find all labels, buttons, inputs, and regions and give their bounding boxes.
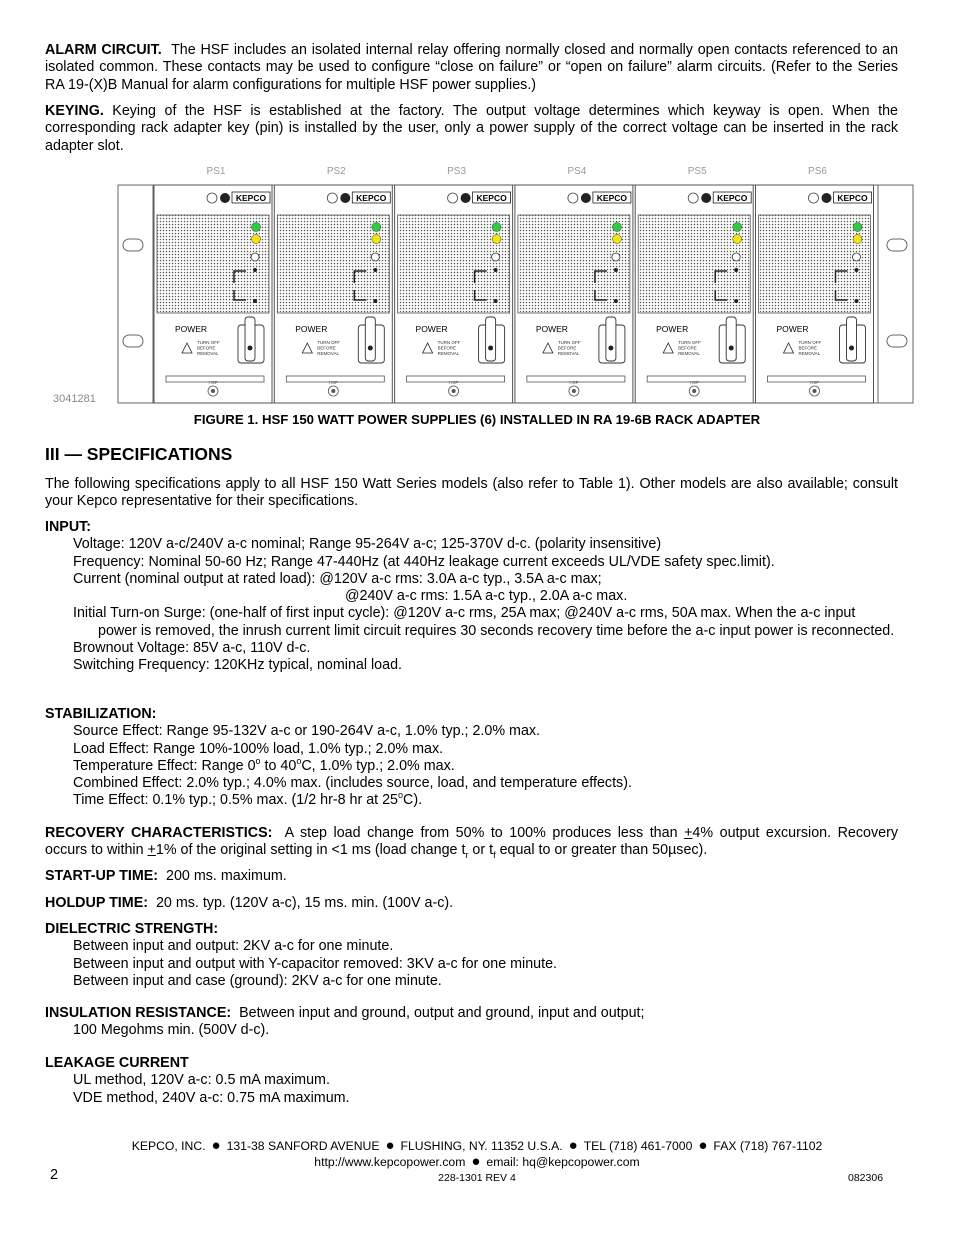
insulation-text: Between input and ground, output and ground, input and output; xyxy=(239,1005,645,1021)
dielectric-label: DIELECTRIC STRENGTH: xyxy=(45,921,219,937)
mounting-screw-center xyxy=(572,389,576,393)
stab-load: Load Effect: Range 10%-100% load, 1.0% typ.; 2.0% max. xyxy=(73,740,444,757)
keying-text: Keying of the HSF is established at the factory. The output voltage determines which keyway is open. When the corresponding rack adapter key (pin) is installed by the user, only a power supply of the correct voltage can be inserted in the rack adapter slot. xyxy=(45,103,898,154)
terminal-dot xyxy=(253,268,257,272)
model-label: HSF xyxy=(810,380,819,385)
status-led-yellow xyxy=(612,235,621,244)
status-led-green xyxy=(492,223,501,232)
power-supply-module xyxy=(515,166,633,403)
power-label: POWER xyxy=(535,324,568,334)
brand-logo: KEPCO xyxy=(476,193,507,203)
recovery-label: RECOVERY CHARACTERISTICS: xyxy=(45,825,273,841)
keying-paragraph xyxy=(45,103,898,155)
terminal-dot xyxy=(855,299,859,303)
terminal-dot xyxy=(734,299,738,303)
power-label: POWER xyxy=(295,324,328,334)
figure-caption: FIGURE 1. HSF 150 WATT POWER SUPPLIES (6) INSTALLED IN RA 19-6B RACK ADAPTER xyxy=(193,412,761,427)
date-code: 082306 xyxy=(848,1172,884,1184)
status-led-green xyxy=(853,223,862,232)
leakage-label: LEAKAGE CURRENT xyxy=(45,1055,189,1071)
keying-label: KEYING. xyxy=(45,103,104,119)
recovery-paragraph: RECOVERY CHARACTERISTICS: A step load change from 50% to 100% produces less than +4% output excursion. Recovery occurs to within +1% of the original setting in <1 ms (load change $t_r$ or $t_f$ equal to or greater than 50µsec). xyxy=(45,825,898,861)
stabilization-section xyxy=(45,706,898,810)
voltage-adjust-icon xyxy=(371,253,379,261)
ce-icon xyxy=(701,193,711,203)
rack-right-slot-bottom xyxy=(887,335,907,347)
model-label: HSF xyxy=(449,380,459,385)
ce-icon xyxy=(461,193,471,203)
warning-text: BEFORE xyxy=(678,345,697,351)
section-title: III — SPECIFICATIONS xyxy=(45,444,233,464)
status-led-green xyxy=(252,223,261,232)
stab-time: Time Effect: 0.1% typ.; 0.5% max. (1/2 hr-8 hr at 25$^o$C). xyxy=(73,790,423,809)
brand-logo: KEPCO xyxy=(837,193,868,203)
footer-city: FLUSHING, NY. 11352 U.S.A. xyxy=(400,1139,563,1153)
mounting-screw-center xyxy=(452,389,456,393)
stab-temperature: Temperature Effect: Range 0$^o$ to 40$^o$C, 1.0% typ.; 2.0% max. xyxy=(73,756,455,774)
ps-label: PS1 xyxy=(206,166,226,177)
leakage-line: VDE method, 240V a-c: 0.75 mA maximum. xyxy=(73,1089,350,1106)
status-led-yellow xyxy=(492,235,501,244)
footer-address-line: KEPCO, INC. ● 131-38 SANFORD AVENUE ● FLUSHING, NY. 11352 U.S.A. ● TEL (718) 461-7000 ● FAX (718) 767-1102 xyxy=(131,1137,823,1154)
terminal-dot xyxy=(373,268,377,272)
insulation-text-2: 100 Megohms min. (500V d-c). xyxy=(73,1022,270,1039)
power-switch-lever xyxy=(365,317,375,361)
power-supply-module xyxy=(395,166,513,403)
power-supply-module xyxy=(635,166,753,403)
input-label: INPUT: xyxy=(45,519,92,535)
terminal-dot xyxy=(494,268,498,272)
warning-text: TURN OFF xyxy=(437,340,461,345)
stab-combined: Combined Effect: 2.0% typ.; 4.0% max. (includes source, load, and temperature effects). xyxy=(73,775,632,792)
voltage-adjust-icon xyxy=(732,253,740,261)
power-switch-lever xyxy=(606,317,616,361)
rack-left-ear xyxy=(118,185,153,403)
warning-text: TURN OFF xyxy=(678,340,701,345)
rack-left-slot-bottom xyxy=(123,335,143,347)
stabilization-label: STABILIZATION: xyxy=(45,706,157,722)
voltage-adjust-icon xyxy=(612,253,620,261)
footer-web-link[interactable]: http://www.kepcopower.com xyxy=(314,1155,466,1169)
warning-text: TURN OFF xyxy=(317,340,341,345)
model-label: HSF xyxy=(208,380,218,385)
power-switch-dot xyxy=(849,346,854,351)
startup-text: 200 ms. maximum. xyxy=(166,868,287,884)
warning-text: BEFORE xyxy=(798,345,818,351)
leakage-section xyxy=(45,1055,898,1107)
model-label: HSF xyxy=(328,380,338,385)
ps-label: PS6 xyxy=(808,166,827,177)
input-frequency: Frequency: Nominal 50-60 Hz; Range 47-440Hz (at 440Hz leakage current exceeds UL/VDE safety spec.limit). xyxy=(73,553,775,570)
power-switch-dot xyxy=(488,346,493,351)
brand-logo: KEPCO xyxy=(356,193,387,203)
dielectric-section xyxy=(45,921,898,990)
voltage-adjust-icon xyxy=(853,253,861,261)
ps-label: PS3 xyxy=(447,166,467,177)
power-supply-module xyxy=(274,166,392,403)
input-brownout: Brownout Voltage: 85V a-c, 110V d-c. xyxy=(73,640,311,657)
input-section xyxy=(45,519,898,675)
power-switch-dot xyxy=(608,346,613,351)
power-supply-module xyxy=(756,166,874,403)
footer-address: 131-38 SANFORD AVENUE xyxy=(226,1139,380,1153)
ce-icon xyxy=(220,193,230,203)
rack-adapter-figure xyxy=(45,160,915,405)
holdup-paragraph xyxy=(45,895,898,912)
brand-logo: KEPCO xyxy=(717,193,748,203)
warning-text: BEFORE xyxy=(557,345,577,351)
input-surge: Initial Turn-on Surge: (one-half of first input cycle): @120V a-c rms, 25A max; @240V a-c rms, 50A max. When the a-c input power is removed, the inrush current limit circuit requires 30 seconds recovery time before the a-c input power is reconnected. xyxy=(73,605,895,639)
power-switch-lever xyxy=(847,317,857,361)
footer-email-link[interactable]: email: hq@kepcopower.com xyxy=(486,1155,640,1169)
terminal-dot xyxy=(253,299,257,303)
startup-paragraph xyxy=(45,868,898,885)
rack-left-slot-top xyxy=(123,239,143,251)
dielectric-line: Between input and case (ground): 2KV a-c for one minute. xyxy=(73,972,442,989)
dielectric-line: Between input and output with Y-capacitor removed: 3KV a-c for one minute. xyxy=(73,955,557,972)
warning-text: REMOVAL xyxy=(678,351,700,356)
input-current-1: Current (nominal output at rated load): @120V a-c rms: 3.0A a-c typ., 3.5A a-c max; xyxy=(73,570,602,587)
input-voltage: Voltage: 120V a-c/240V a-c nominal; Range 95-264V a-c; 125-370V d-c. (polarity insensitive) xyxy=(73,536,662,553)
mounting-screw-center xyxy=(692,389,696,393)
alarm-label: ALARM CIRCUIT. xyxy=(45,42,162,58)
status-led-green xyxy=(733,223,742,232)
power-label: POWER xyxy=(415,324,448,334)
power-switch-lever xyxy=(245,317,255,361)
ce-icon xyxy=(822,193,832,203)
brand-logo: KEPCO xyxy=(596,193,628,203)
ps-label: PS2 xyxy=(326,166,346,177)
dielectric-line: Between input and output: 2KV a-c for one minute. xyxy=(73,938,394,955)
power-label: POWER xyxy=(656,324,689,334)
warning-text: REMOVAL xyxy=(437,351,460,356)
input-current-2: @240V a-c rms: 1.5A a-c typ., 2.0A a-c max. xyxy=(345,588,628,605)
ps-label: PS5 xyxy=(687,166,707,177)
power-switch-lever xyxy=(486,317,496,361)
warning-text: REMOVAL xyxy=(197,351,219,356)
specs-intro: The following specifications apply to all HSF 150 Watt Series models (also refer to Table 1). Other models are also available; consult your Kepco representative for their specifications. xyxy=(45,476,898,510)
warning-text: BEFORE xyxy=(317,345,336,351)
status-led-green xyxy=(372,223,381,232)
warning-text: TURN OFF xyxy=(557,340,581,345)
alarm-paragraph xyxy=(45,42,898,94)
status-led-yellow xyxy=(733,235,742,244)
warning-text: TURN OFF xyxy=(798,340,822,345)
warning-text: REMOVAL xyxy=(557,351,580,356)
holdup-text: 20 ms. typ. (120V a-c), 15 ms. min. (100V a-c). xyxy=(155,895,454,911)
power-switch-dot xyxy=(248,346,253,351)
power-switch-dot xyxy=(729,346,734,351)
power-label: POWER xyxy=(174,324,208,334)
terminal-dot xyxy=(614,299,618,303)
stab-source: Source Effect: Range 95-132V a-c or 190-264V a-c, 1.0% typ.; 2.0% max. xyxy=(73,723,541,740)
footer-tel: TEL (718) 461-7000 xyxy=(583,1139,693,1153)
mounting-screw-center xyxy=(813,389,817,393)
mounting-screw-center xyxy=(331,389,335,393)
warning-text: BEFORE xyxy=(197,345,216,351)
terminal-dot xyxy=(373,299,377,303)
startup-label: START-UP TIME: xyxy=(45,868,159,884)
warning-text: TURN OFF xyxy=(197,340,220,345)
ce-icon xyxy=(581,193,591,203)
status-led-yellow xyxy=(853,235,862,244)
terminal-dot xyxy=(855,268,859,272)
brand-logo: KEPCO xyxy=(235,193,267,203)
power-switch-lever xyxy=(726,317,736,361)
footer-web-line: http://www.kepcopower.com ● email: hq@kepcopower.com xyxy=(314,1153,640,1170)
rack-right-slot-top xyxy=(887,239,907,251)
status-led-yellow xyxy=(252,235,261,244)
insulation-label: INSULATION RESISTANCE: xyxy=(45,1005,232,1021)
voltage-adjust-icon xyxy=(492,253,500,261)
voltage-adjust-icon xyxy=(251,253,259,261)
ps-label: PS4 xyxy=(567,166,587,177)
page-number: 2 xyxy=(50,1167,59,1183)
footer-fax: FAX (718) 767-1102 xyxy=(713,1139,823,1153)
insulation-section xyxy=(45,1005,898,1040)
model-label: HSF xyxy=(569,380,579,385)
terminal-dot xyxy=(614,268,618,272)
terminal-dot xyxy=(494,299,498,303)
ce-icon xyxy=(340,193,350,203)
drawing-number: 3041281 xyxy=(53,393,96,405)
status-led-green xyxy=(612,223,621,232)
power-supply-module xyxy=(154,166,272,403)
rack-right-ear xyxy=(878,185,913,403)
model-label: HSF xyxy=(689,380,699,385)
footer-company: KEPCO, INC. xyxy=(131,1139,206,1153)
terminal-dot xyxy=(734,268,738,272)
holdup-label: HOLDUP TIME: xyxy=(45,895,148,911)
power-switch-dot xyxy=(368,346,373,351)
warning-text: REMOVAL xyxy=(798,351,821,356)
alarm-text: The HSF includes an isolated internal relay offering normally closed and normally open contacts referenced to an isolated common. These contacts may be used to configure “close on failure” or “open on failure” alarm circuits. (Refer to the Series RA 19-(X)B Manual for alarm configurations for multiple HSF power supplies.) xyxy=(45,42,899,93)
input-switching: Switching Frequency: 120KHz typical, nominal load. xyxy=(73,657,402,674)
power-label: POWER xyxy=(776,324,809,334)
warning-text: BEFORE xyxy=(437,345,457,351)
mounting-screw-center xyxy=(211,389,215,393)
status-led-yellow xyxy=(372,235,381,244)
warning-text: REMOVAL xyxy=(317,351,339,356)
leakage-line: UL method, 120V a-c: 0.5 mA maximum. xyxy=(73,1072,330,1089)
doc-revision: 228-1301 REV 4 xyxy=(438,1172,516,1184)
